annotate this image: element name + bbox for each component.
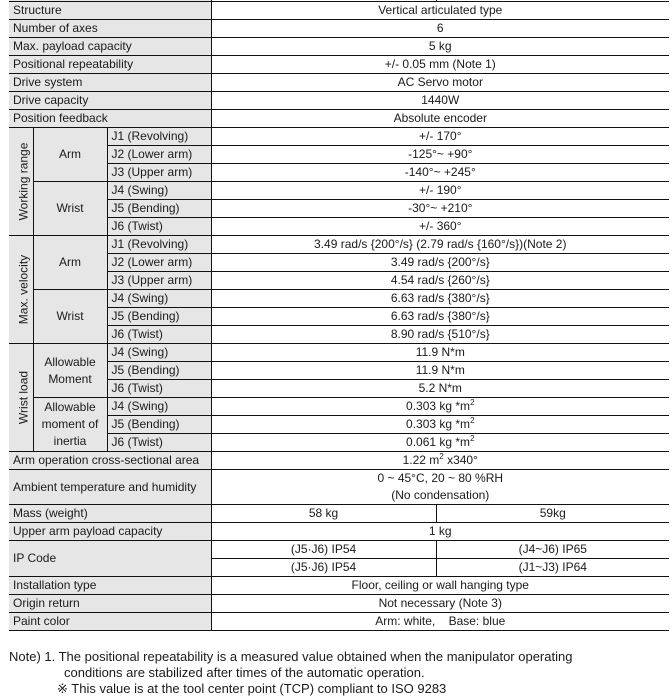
table-row bbox=[9, 308, 669, 326]
joint-value: 0.303 kg $*m^2$ bbox=[211, 398, 669, 416]
table-row bbox=[9, 326, 669, 344]
joint-value: 0.061 kg $*m^2$ bbox=[211, 434, 669, 452]
max-velocity-group: Max. velocity bbox=[9, 236, 33, 344]
joint-value: -125°~ +90° bbox=[211, 146, 669, 164]
joint-label: J4 (Swing) bbox=[107, 398, 211, 416]
joint-label: J4 (Swing) bbox=[107, 182, 211, 200]
row-value: Absolute encoder bbox=[211, 110, 669, 128]
joint-label: J1 (Revolving) bbox=[107, 128, 211, 146]
joint-value: 5.2 N*m bbox=[211, 380, 669, 398]
row-value: Vertical articulated type bbox=[211, 2, 669, 20]
joint-value: 8.90 rad/s {510°/s} bbox=[211, 326, 669, 344]
table-row bbox=[9, 380, 669, 398]
joint-label: J6 (Twist) bbox=[107, 434, 211, 452]
arm-subgroup: Arm bbox=[33, 128, 107, 182]
row-label: Arm operation cross-sectional area bbox=[9, 452, 211, 470]
joint-label: J5 (Bending) bbox=[107, 308, 211, 326]
row-value: 0 ~ 45°C, 20 ~ 80 %RH (No condensation) bbox=[211, 470, 669, 505]
joint-label: J5 (Bending) bbox=[107, 416, 211, 434]
table-row bbox=[9, 452, 669, 470]
mass-right-value: 59kg bbox=[436, 505, 669, 523]
table-row bbox=[9, 290, 669, 308]
row-label: Number of axes bbox=[9, 20, 211, 38]
spec-table bbox=[9, 0, 669, 631]
row-value: AC Servo motor bbox=[211, 74, 669, 92]
joint-value: 0.303 kg $*m^2$ bbox=[211, 416, 669, 434]
allowable-inertia-subgroup bbox=[33, 398, 107, 452]
table-row bbox=[9, 2, 669, 20]
row-value: Arm: white, Base: blue bbox=[211, 613, 669, 631]
wrist-load-group: Wrist load bbox=[9, 344, 33, 452]
table-row bbox=[9, 523, 669, 541]
row-value: 5 kg bbox=[211, 38, 669, 56]
joint-value: 6.63 rad/s {380°/s} bbox=[211, 308, 669, 326]
ip-right-value: (J1~J3) IP64 bbox=[436, 559, 669, 577]
table-row bbox=[9, 272, 669, 290]
arm-subgroup: Arm bbox=[33, 236, 107, 290]
joint-label: J3 (Upper arm) bbox=[107, 164, 211, 182]
joint-value: 11.9 N*m bbox=[211, 344, 669, 362]
mass-left-value: 58 kg bbox=[211, 505, 436, 523]
joint-label: J4 (Swing) bbox=[107, 290, 211, 308]
wrist-subgroup: Wrist bbox=[33, 290, 107, 344]
table-row bbox=[9, 254, 669, 272]
table-row bbox=[9, 164, 669, 182]
table-row bbox=[9, 182, 669, 200]
row-label: Mass (weight) bbox=[9, 505, 211, 523]
joint-label: J5 (Bending) bbox=[107, 362, 211, 380]
row-label: Drive capacity bbox=[9, 92, 211, 110]
row-value: 1440W bbox=[211, 92, 669, 110]
joint-value: +/- 170° bbox=[211, 128, 669, 146]
table-row bbox=[9, 595, 669, 613]
joint-value: 4.54 rad/s {260°/s} bbox=[211, 272, 669, 290]
ip-right-value: (J4~J6) IP65 bbox=[436, 541, 669, 559]
table-row bbox=[9, 56, 669, 74]
table-row bbox=[9, 434, 669, 452]
joint-label: J5 (Bending) bbox=[107, 200, 211, 218]
joint-value: 6.63 rad/s {380°/s} bbox=[211, 290, 669, 308]
table-row bbox=[9, 218, 669, 236]
joint-label: J6 (Twist) bbox=[107, 380, 211, 398]
table-row bbox=[9, 146, 669, 164]
row-label: Structure bbox=[9, 2, 211, 20]
table-row bbox=[9, 128, 669, 146]
joint-value: -140°~ +245° bbox=[211, 164, 669, 182]
joint-label: J4 (Swing) bbox=[107, 344, 211, 362]
row-value: Floor, ceiling or wall hanging type bbox=[211, 577, 669, 595]
note-line: conditions are stabilized after times of the automatic operation. bbox=[64, 665, 425, 680]
table-row bbox=[9, 74, 669, 92]
table-row bbox=[9, 577, 669, 595]
note-line: Note) 1. The positional repeatability is a measured value obtained when the manipulator operating bbox=[9, 649, 573, 664]
joint-label: J6 (Twist) bbox=[107, 326, 211, 344]
row-label: Position feedback bbox=[9, 110, 211, 128]
ip-left-value: (J5·J6) IP54 bbox=[211, 541, 436, 559]
joint-value: 3.49 rad/s {200°/s} (2.79 rad/s {160°/s})(Note 2) bbox=[211, 236, 669, 254]
joint-label: J6 (Twist) bbox=[107, 218, 211, 236]
row-value: Not necessary (Note 3) bbox=[211, 595, 669, 613]
row-value: 6 bbox=[211, 20, 669, 38]
joint-label: J2 (Lower arm) bbox=[107, 146, 211, 164]
ip-left-value: (J5·J6) IP54 bbox=[211, 559, 436, 577]
row-value: +/- 0.05 mm (Note 1) bbox=[211, 56, 669, 74]
subgroup-label-line: Moment bbox=[48, 371, 92, 386]
notes-section bbox=[9, 649, 672, 697]
table-row bbox=[9, 236, 669, 254]
row-label: Paint color bbox=[9, 613, 211, 631]
joint-value: -30°~ +210° bbox=[211, 200, 669, 218]
joint-value: 11.9 N*m bbox=[211, 362, 669, 380]
table-row bbox=[9, 92, 669, 110]
table-row bbox=[9, 38, 669, 56]
joint-label: J2 (Lower arm) bbox=[107, 254, 211, 272]
note-line: ※ This value is at the tool center point (TCP) compliant to ISO 9283 bbox=[57, 681, 447, 696]
table-row bbox=[9, 416, 669, 434]
row-label: Positional repeatability bbox=[9, 56, 211, 74]
joint-value: +/- 360° bbox=[211, 218, 669, 236]
row-label: Installation type bbox=[9, 577, 211, 595]
subgroup-label-line: inertia bbox=[53, 434, 87, 448]
working-range-group: Working range bbox=[9, 128, 33, 236]
subgroup-label-line: Allowable bbox=[44, 354, 96, 369]
row-label: IP Code bbox=[9, 541, 211, 577]
joint-label: J3 (Upper arm) bbox=[107, 272, 211, 290]
table-row bbox=[9, 613, 669, 631]
row-label: Upper arm payload capacity bbox=[9, 523, 211, 541]
row-value: 1 kg bbox=[211, 523, 669, 541]
row-label: Origin return bbox=[9, 595, 211, 613]
joint-value: +/- 190° bbox=[211, 182, 669, 200]
row-label: Drive system bbox=[9, 74, 211, 92]
joint-value: 3.49 rad/s {200°/s} bbox=[211, 254, 669, 272]
subgroup-label-line: Allowable bbox=[44, 400, 96, 414]
table-row bbox=[9, 344, 669, 362]
table-row bbox=[9, 362, 669, 380]
table-row bbox=[9, 20, 669, 38]
table-row bbox=[9, 110, 669, 128]
row-label: Ambient temperature and humidity bbox=[9, 470, 211, 505]
row-label: Max. payload capacity bbox=[9, 38, 211, 56]
joint-label: J1 (Revolving) bbox=[107, 236, 211, 254]
table-row bbox=[9, 470, 669, 505]
table-row bbox=[9, 200, 669, 218]
table-row bbox=[9, 398, 669, 416]
allowable-moment-subgroup bbox=[33, 344, 107, 398]
table-row bbox=[9, 541, 669, 559]
subgroup-label-line: moment of bbox=[41, 417, 99, 431]
row-value: 1.22 $m^2$ x340° bbox=[211, 452, 669, 470]
wrist-subgroup: Wrist bbox=[33, 182, 107, 236]
table-row bbox=[9, 505, 669, 523]
